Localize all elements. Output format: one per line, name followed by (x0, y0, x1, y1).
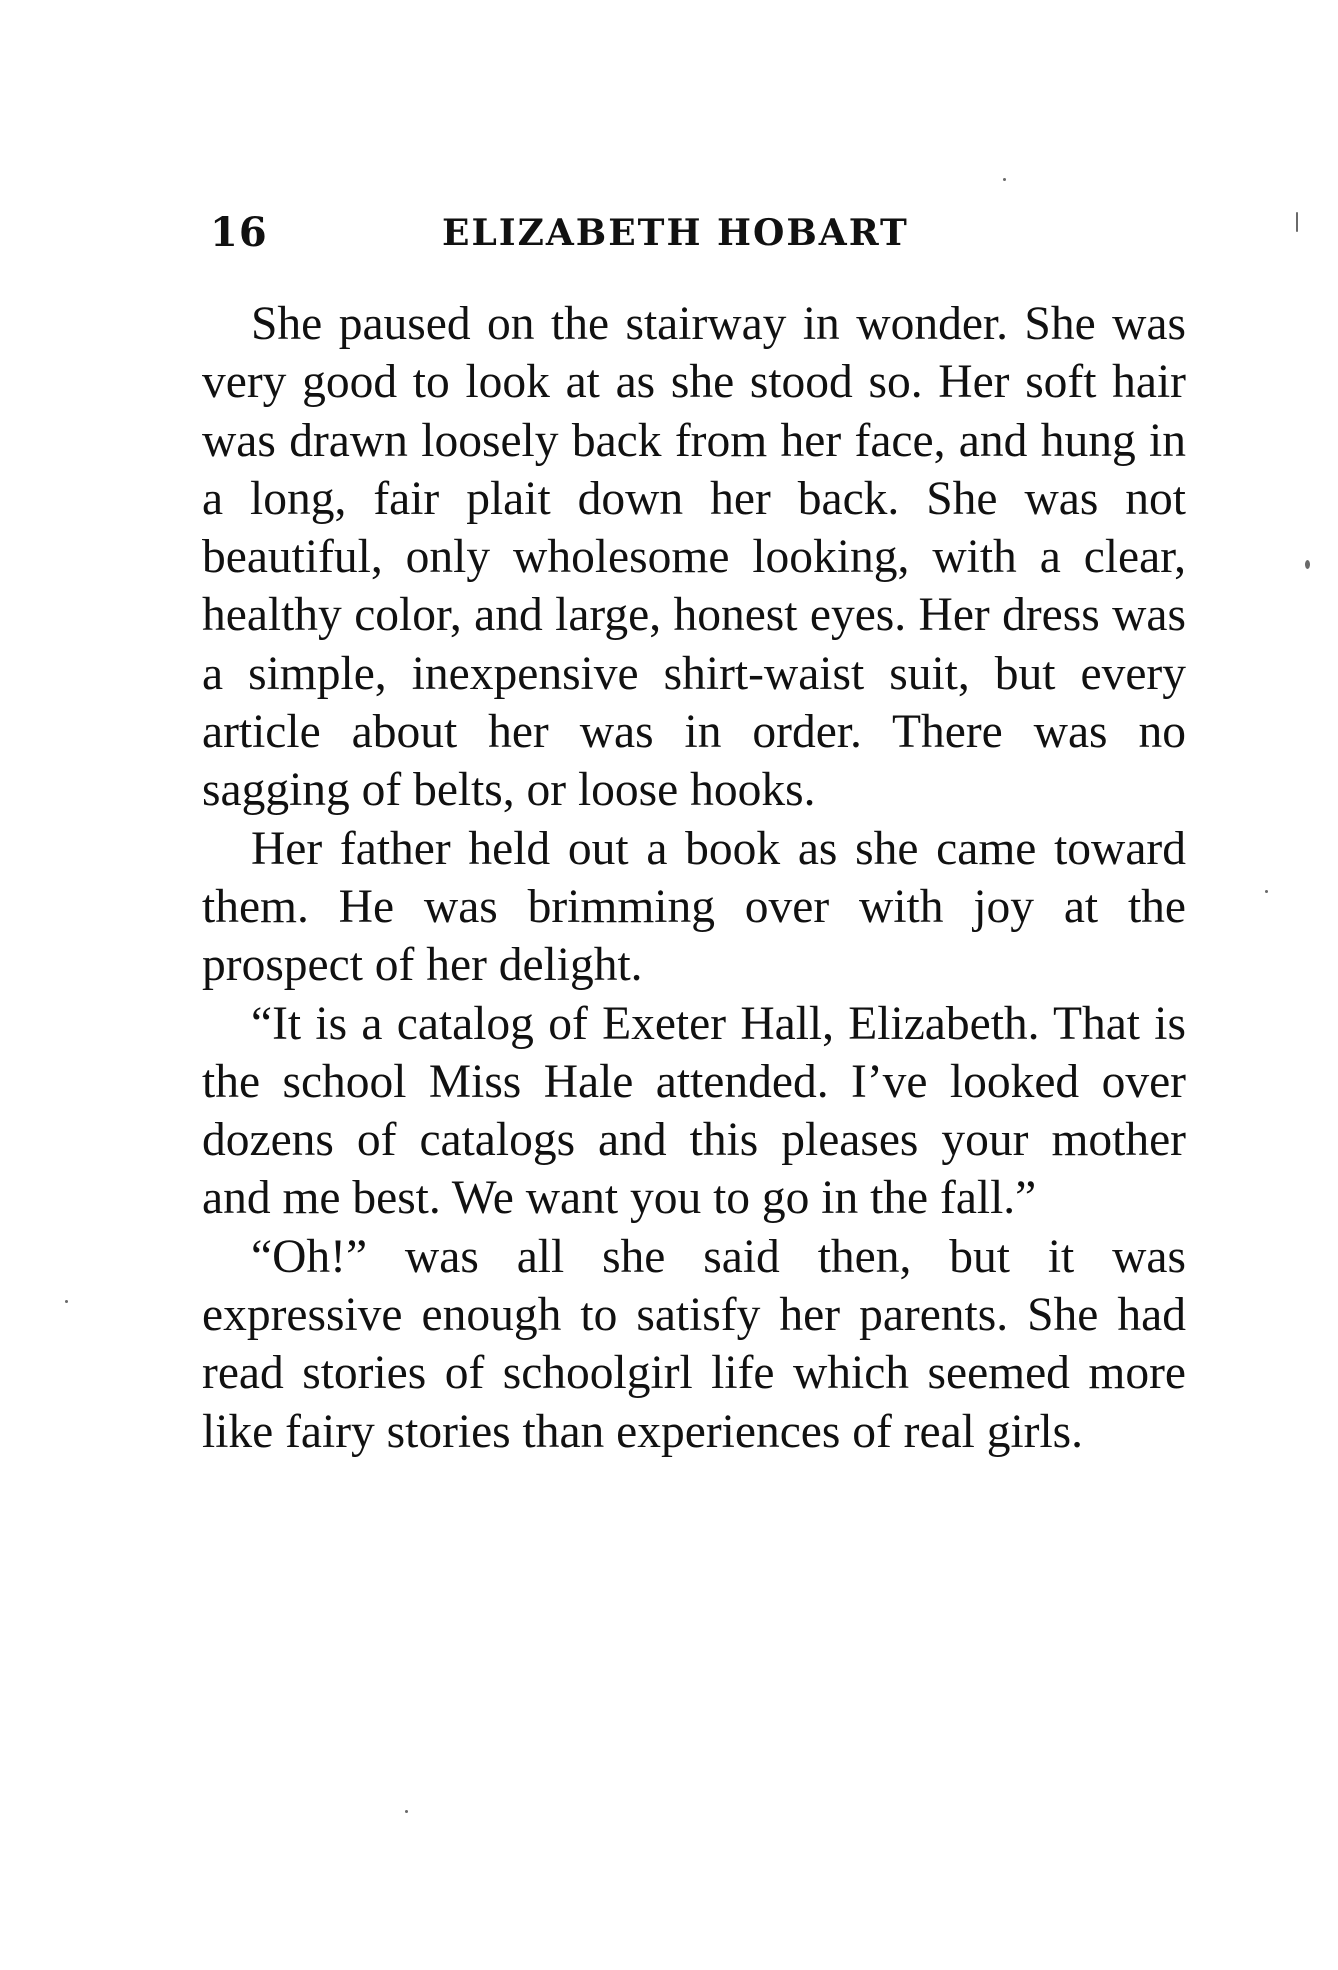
scan-speck (1296, 212, 1298, 232)
paragraph-4: “Oh!” was all she said then, but it was expressive enough to satisfy her parents. She had read stories of schoolgirl life which seemed more like fairy stories than experiences of real girls. (202, 1230, 1186, 1458)
scan-speck (1003, 178, 1006, 181)
scan-speck (1305, 560, 1310, 569)
book-title: ELIZABETH HOBART (442, 212, 909, 254)
paragraph-3: “It is a catalog of Exeter Hall, Elizabeth. That is the school Miss Hale attended. I’ve looked over dozens of catalogs and this pleases your mother and me best. We want you to go in the fall.” (202, 997, 1186, 1225)
scan-speck (65, 1300, 68, 1303)
body-text (202, 295, 1186, 1461)
page-number: 16 (210, 209, 268, 256)
scan-speck (1265, 890, 1268, 893)
paragraph-1: She paused on the stairway in wonder. She was very good to look at as she stood so. Her soft hair was drawn loosely back from her face, and hung in a long, fair plait down her back. She was not beautiful, only wholesome looking, with a clear, healthy color, and large, honest eyes. Her dress was a simple, inexpensive shirt-waist suit, but every article about her was in order. There was no sagging of belts, or loose hooks. (202, 298, 1186, 817)
scan-speck (405, 1810, 408, 1813)
running-head (210, 205, 1194, 261)
paragraph-2: Her father held out a book as she came toward them. He was brimming over with joy at the prospect of her delight. (202, 822, 1186, 992)
